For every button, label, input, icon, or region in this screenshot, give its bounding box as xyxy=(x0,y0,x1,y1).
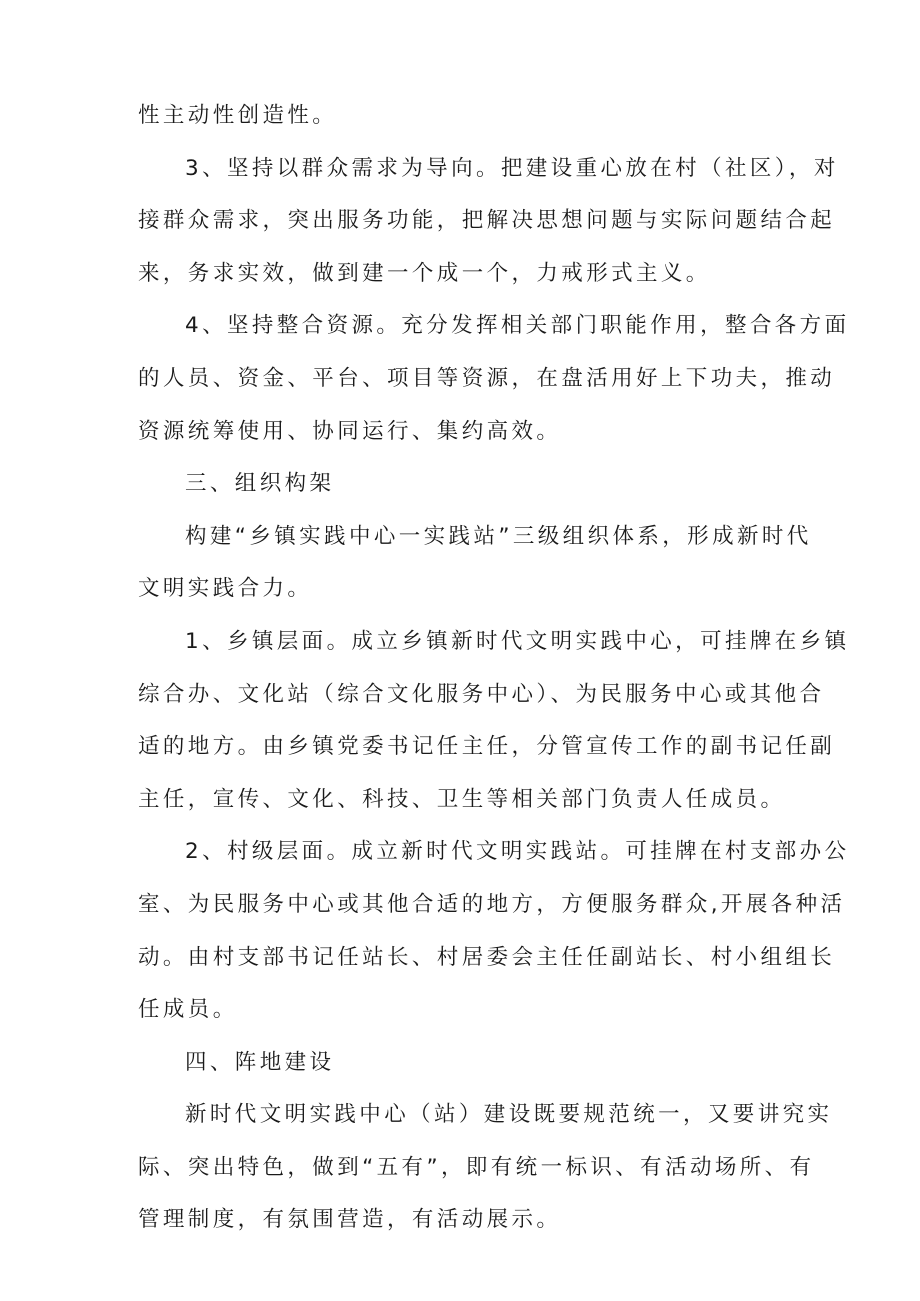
text-line: 主任，宣传、文化、科技、卫生等相关部门负责人任成员。 xyxy=(138,786,786,812)
text-line: 性主动性创造性。 xyxy=(138,103,338,128)
text-line: 际、突出特色，做到“五有”，即有统一标识、有活动场所、有 xyxy=(138,1154,815,1180)
text-line: 新时代文明实践中心（站）建设既要规范统一，又要讲究实 xyxy=(185,1102,833,1128)
text-line: 来，务求实效，做到建一个成一个，力戒形式主义。 xyxy=(138,260,711,286)
text-line: 资源统筹使用、协同运行、集约高效。 xyxy=(138,418,562,444)
text-line: 1、乡镇层面。成立乡镇新时代文明实践中心，可挂牌在乡镇 xyxy=(185,628,850,654)
section-heading: 四、阵地建设 xyxy=(185,1049,335,1075)
text-line: 综合办、文化站（综合文化服务中心）、为民服务中心或其他合 xyxy=(138,681,825,707)
section-heading: 三、组织构架 xyxy=(185,471,335,497)
text-line: 构建“乡镇实践中心一实践站”三级组织体系，形成新时代 xyxy=(185,523,812,549)
text-line: 任成员。 xyxy=(138,997,238,1023)
text-line: 2、村级层面。成立新时代文明实践站。可挂牌在村支部办公 xyxy=(185,839,850,865)
document-page xyxy=(138,94,850,1251)
text-line: 文明实践合力。 xyxy=(138,576,313,602)
text-line: 室、为民服务中心或其他合适的地方，方便服务群众,开展各种活 xyxy=(138,891,846,917)
text-line: 适的地方。由乡镇党委书记任主任，分管宣传工作的副书记任副 xyxy=(138,734,836,760)
text-line: 接群众需求，突出服务功能，把解决思想问题与实际问题结合起 xyxy=(138,208,836,234)
text-line: 动。由村支部书记任站长、村居委会主任任副站长、村小组组长 xyxy=(138,944,836,970)
text-line: 管理制度，有氛围营造，有活动展示。 xyxy=(138,1207,562,1233)
text-line: 3、坚持以群众需求为导向。把建设重心放在村（社区），对 xyxy=(185,155,839,181)
text-line: 的人员、资金、平台、项目等资源，在盘活用好上下功夫，推动 xyxy=(138,365,836,391)
text-line: 4、坚持整合资源。充分发挥相关部门职能作用，整合各方面 xyxy=(185,313,850,339)
